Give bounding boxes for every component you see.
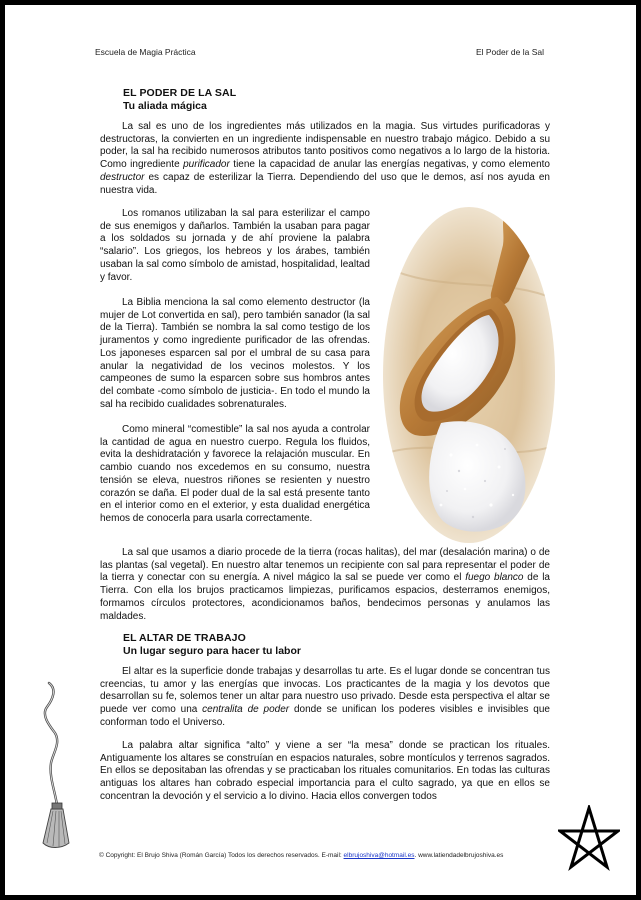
paragraph-salt-intro: La sal es uno de los ingredientes más utilizados en la magia. Sus virtudes purificadoras y destructoras, la convierten en un ingrediente indispensable en nuestro trabajo mágico. Debido a su poder, la sal ha recibido numerosos atributos tanto positivos como negativos a lo largo de la historia. Como ingrediente purificador tiene la capacidad de anular las energías negativas, y como elemento destructor es capaz de esterilizar la Tierra. Dependiendo del uso que le demos, así nos ayuda en nuestra vida. bbox=[100, 121, 550, 196]
section-title-salt: EL PODER DE LA SAL bbox=[123, 87, 237, 99]
section-subtitle-salt: Tu aliada mágica bbox=[123, 100, 207, 112]
section-title-altar: EL ALTAR DE TRABAJO bbox=[123, 632, 246, 644]
header-document-title: El Poder de la Sal bbox=[475, 47, 544, 57]
pentagram-icon bbox=[558, 805, 620, 875]
paragraph-salt-bible: La Biblia menciona la sal como elemento destructor (la mujer de Lot convertida en sal), pero también sanador (la sal de la Tierra). También se nombra la sal como testigo de los juramentos y como ingrediente purificador de las ofrendas. Los japoneses esparcen sal por el umbral de su casa para anular la negatividad de los vecinos molestos. Y los campeones de sumo la esparcen sobre sus hombros antes del combate -como símbolo de justicia-. En todo el mundo la sal ha recibido cualidades sobrenaturales. bbox=[100, 297, 370, 410]
paragraph-salt-origin: La sal que usamos a diario procede de la tierra (rocas halitas), del mar (desalación marina) o de las plantas (sal vegetal). En nuestro altar tenemos un recipiente con sal para representar el poder de la tierra y conectar con su energía. A nivel mágico la sal se puede ver como el fuego blanco de la Tierra. Con ella los brujos practicamos limpiezas, purificamos espacios, desterramos enemigos, formamos círculos protectores, acondicionamos baños, bendecimos personas y anulamos las maldades. bbox=[100, 547, 550, 622]
footer-copyright: © Copyright: El Brujo Shiva (Román García) Todos los derechos reservados. E-mail: elbrujoshiva@hotmail.es. www.latiendadelbrujoshiva.es bbox=[99, 852, 504, 859]
header-school-name: Escuela de Magia Práctica bbox=[95, 47, 196, 57]
paragraph-salt-romans: Los romanos utilizaban la sal para esterilizar el campo de sus enemigos y dañarlos. También la usaban para pagar a los soldados su jornada y de ahí proviene la palabra “salario”. Los griegos, los hebreos y los árabes, también usaban la sal como símbolo de amistad, hospitalidad, lealtad y favor. bbox=[100, 208, 370, 283]
salt-scoop-photo bbox=[381, 205, 557, 545]
paragraph-altar-meaning: La palabra altar significa “alto” y viene a ser “la mesa” donde se practican los rituales. Antiguamente los altares se construían en espacios naturales, sobre montículos y terrenos sagrados. En ellos se depositaban las ofrendas y se practicaban los rituales comunitarios. En todas las culturas antiguas los altares han cobrado especial importancia para el culto sagrado, ya que en ellos se concentran la devoción y el servicio a lo divino. Hacia ellos convergen todos bbox=[100, 740, 550, 802]
paragraph-salt-mineral: Como mineral “comestible” la sal nos ayuda a controlar la cantidad de agua en nuestro cuerpo. Regula los fluidos, evita la deshidratación y favorece la relajación muscular. En cambio cuando nos excedemos en su consumo, nuestra tensión se eleva, nuestros riñones se resienten y nuestro corazón se daña. El poder dual de la sal está presente tanto en el interior como en el exterior, y esta dualidad energética hemos de conocerla para usarla correctamente. bbox=[100, 424, 370, 524]
section-subtitle-altar: Un lugar seguro para hacer tu labor bbox=[123, 645, 301, 657]
paragraph-altar-intro: El altar es la superficie donde trabajas y desarrollas tu arte. Es el lugar donde se concentran tus creencias, tu amor y las energías que invocas. Los practicantes de la magia y los devotos que desarrollan su fe, solemos tener un altar para nuestro uso privado. Desde esta perspectiva el altar se puede ver como una centralita de poder donde se unifican los poderes visibles e invisibles que conforman todo el Universo. bbox=[100, 666, 550, 728]
broom-icon bbox=[35, 681, 77, 851]
footer-email-link[interactable]: elbrujoshiva@hotmail.es bbox=[343, 852, 415, 859]
